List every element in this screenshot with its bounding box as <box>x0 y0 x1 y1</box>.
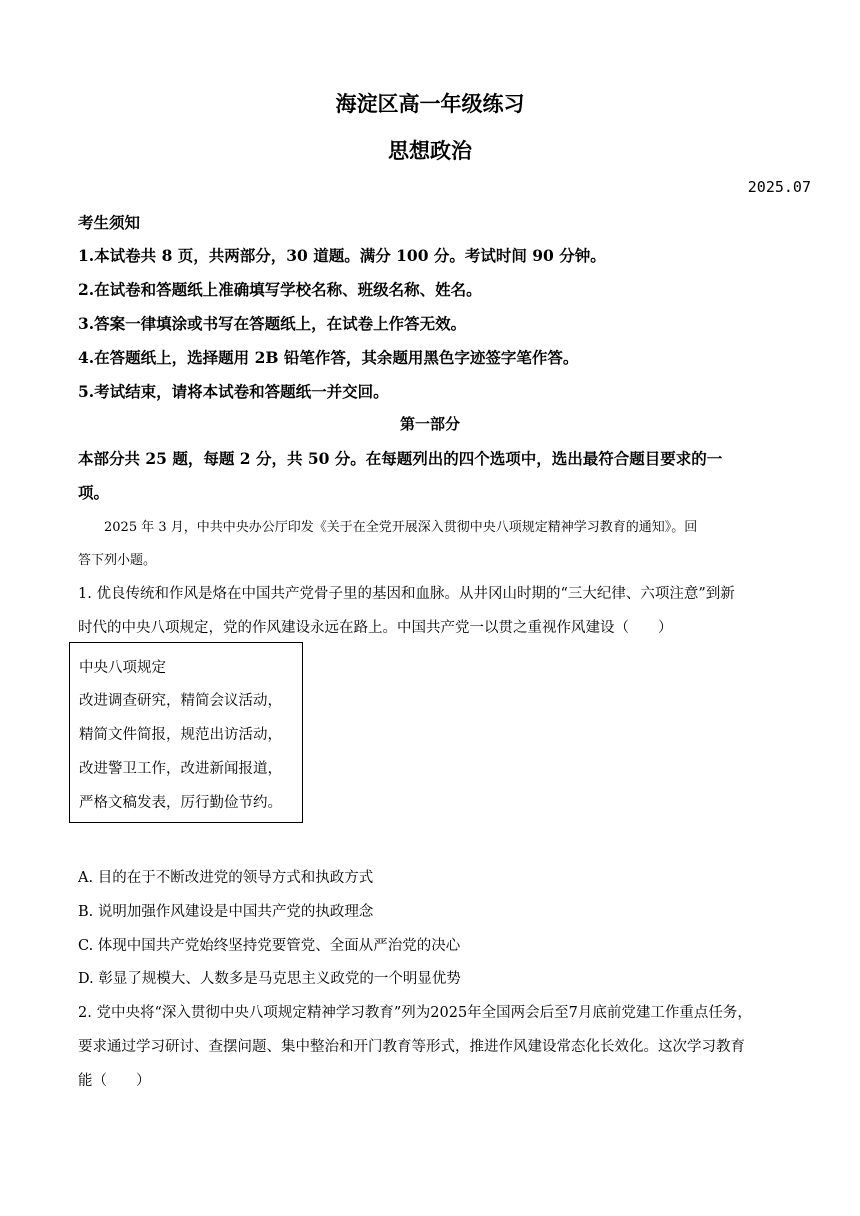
notice-item: 3.答案一律填涂或书写在答题纸上，在试卷上作答无效。 <box>78 314 467 333</box>
box-line: 中央八项规定 <box>79 660 166 676</box>
material-intro: 答下列小题。 <box>78 553 157 568</box>
notice-item: 4.在答题纸上，选择题用 2B 铅笔作答，其余题用黑色字迹签字笔作答。 <box>78 348 579 367</box>
material-intro: 2025 年 3 月，中共中央办公厅印发《关于在全党开展深入贯彻中央八项规定精神学习教育的通知》。回 <box>104 520 698 535</box>
question-stem: 要求通过学习研讨、查摆问题、集中整治和开门教育等形式，推进作风建设常态化长效化。这次学习教育 <box>78 1039 745 1055</box>
option-b[interactable]: B. 说明加强作风建设是中国共产党的执政理念 <box>78 904 374 920</box>
part-instructions: 项。 <box>78 483 110 502</box>
question-stem: 2. 党中央将“深入贯彻中央八项规定精神学习教育”列为2025年全国两会后至7月底前党建工作重点任务， <box>78 1005 752 1021</box>
option-c[interactable]: C. 体现中国共产党始终坚持党要管党、全面从严治党的决心 <box>78 938 461 954</box>
part-title: 第一部分 <box>399 415 460 433</box>
part-instructions: 本部分共 25 题，每题 2 分，共 50 分。在每题列出的四个选项中，选出最符合题目要求的一 <box>78 449 723 468</box>
notice-item: 1.本试卷共 8 页，共两部分，30 道题。满分 100 分。考试时间 90 分钟。 <box>78 246 606 265</box>
question-stem: 1. 优良传统和作风是烙在中国共产党骨子里的基因和血脉。从井冈山时期的“三大纪律、六项注意”到新 <box>78 586 735 602</box>
box-line: 精简文件简报，规范出访活动， <box>79 727 282 743</box>
material-box <box>69 642 303 823</box>
box-line: 改进调查研究，精简会议活动， <box>79 693 282 709</box>
exam-date: 2025.07 <box>747 178 811 196</box>
box-line: 改进警卫工作，改进新闻报道， <box>79 761 282 777</box>
notice-item: 2.在试卷和答题纸上准确填写学校名称、班级名称、姓名。 <box>78 280 482 299</box>
exam-subject: 思想政治 <box>388 138 472 163</box>
question-stem: 时代的中央八项规定，党的作风建设永远在路上。中国共产党一以贯之重视作风建设（ ） <box>78 620 673 636</box>
question-stem: 能（ ） <box>78 1073 151 1089</box>
exam-title: 海淀区高一年级练习 <box>335 91 525 116</box>
box-line: 严格文稿发表，厉行勤俭节约。 <box>79 795 282 811</box>
notice-item: 5.考试结束，请将本试卷和答题纸一并交回。 <box>78 382 389 401</box>
option-a[interactable]: A. 目的在于不断改进党的领导方式和执政方式 <box>78 870 374 886</box>
notice-heading: 考生须知 <box>78 213 141 232</box>
option-d[interactable]: D. 彰显了规模大、人数多是马克思主义政党的一个明显优势 <box>78 971 461 987</box>
